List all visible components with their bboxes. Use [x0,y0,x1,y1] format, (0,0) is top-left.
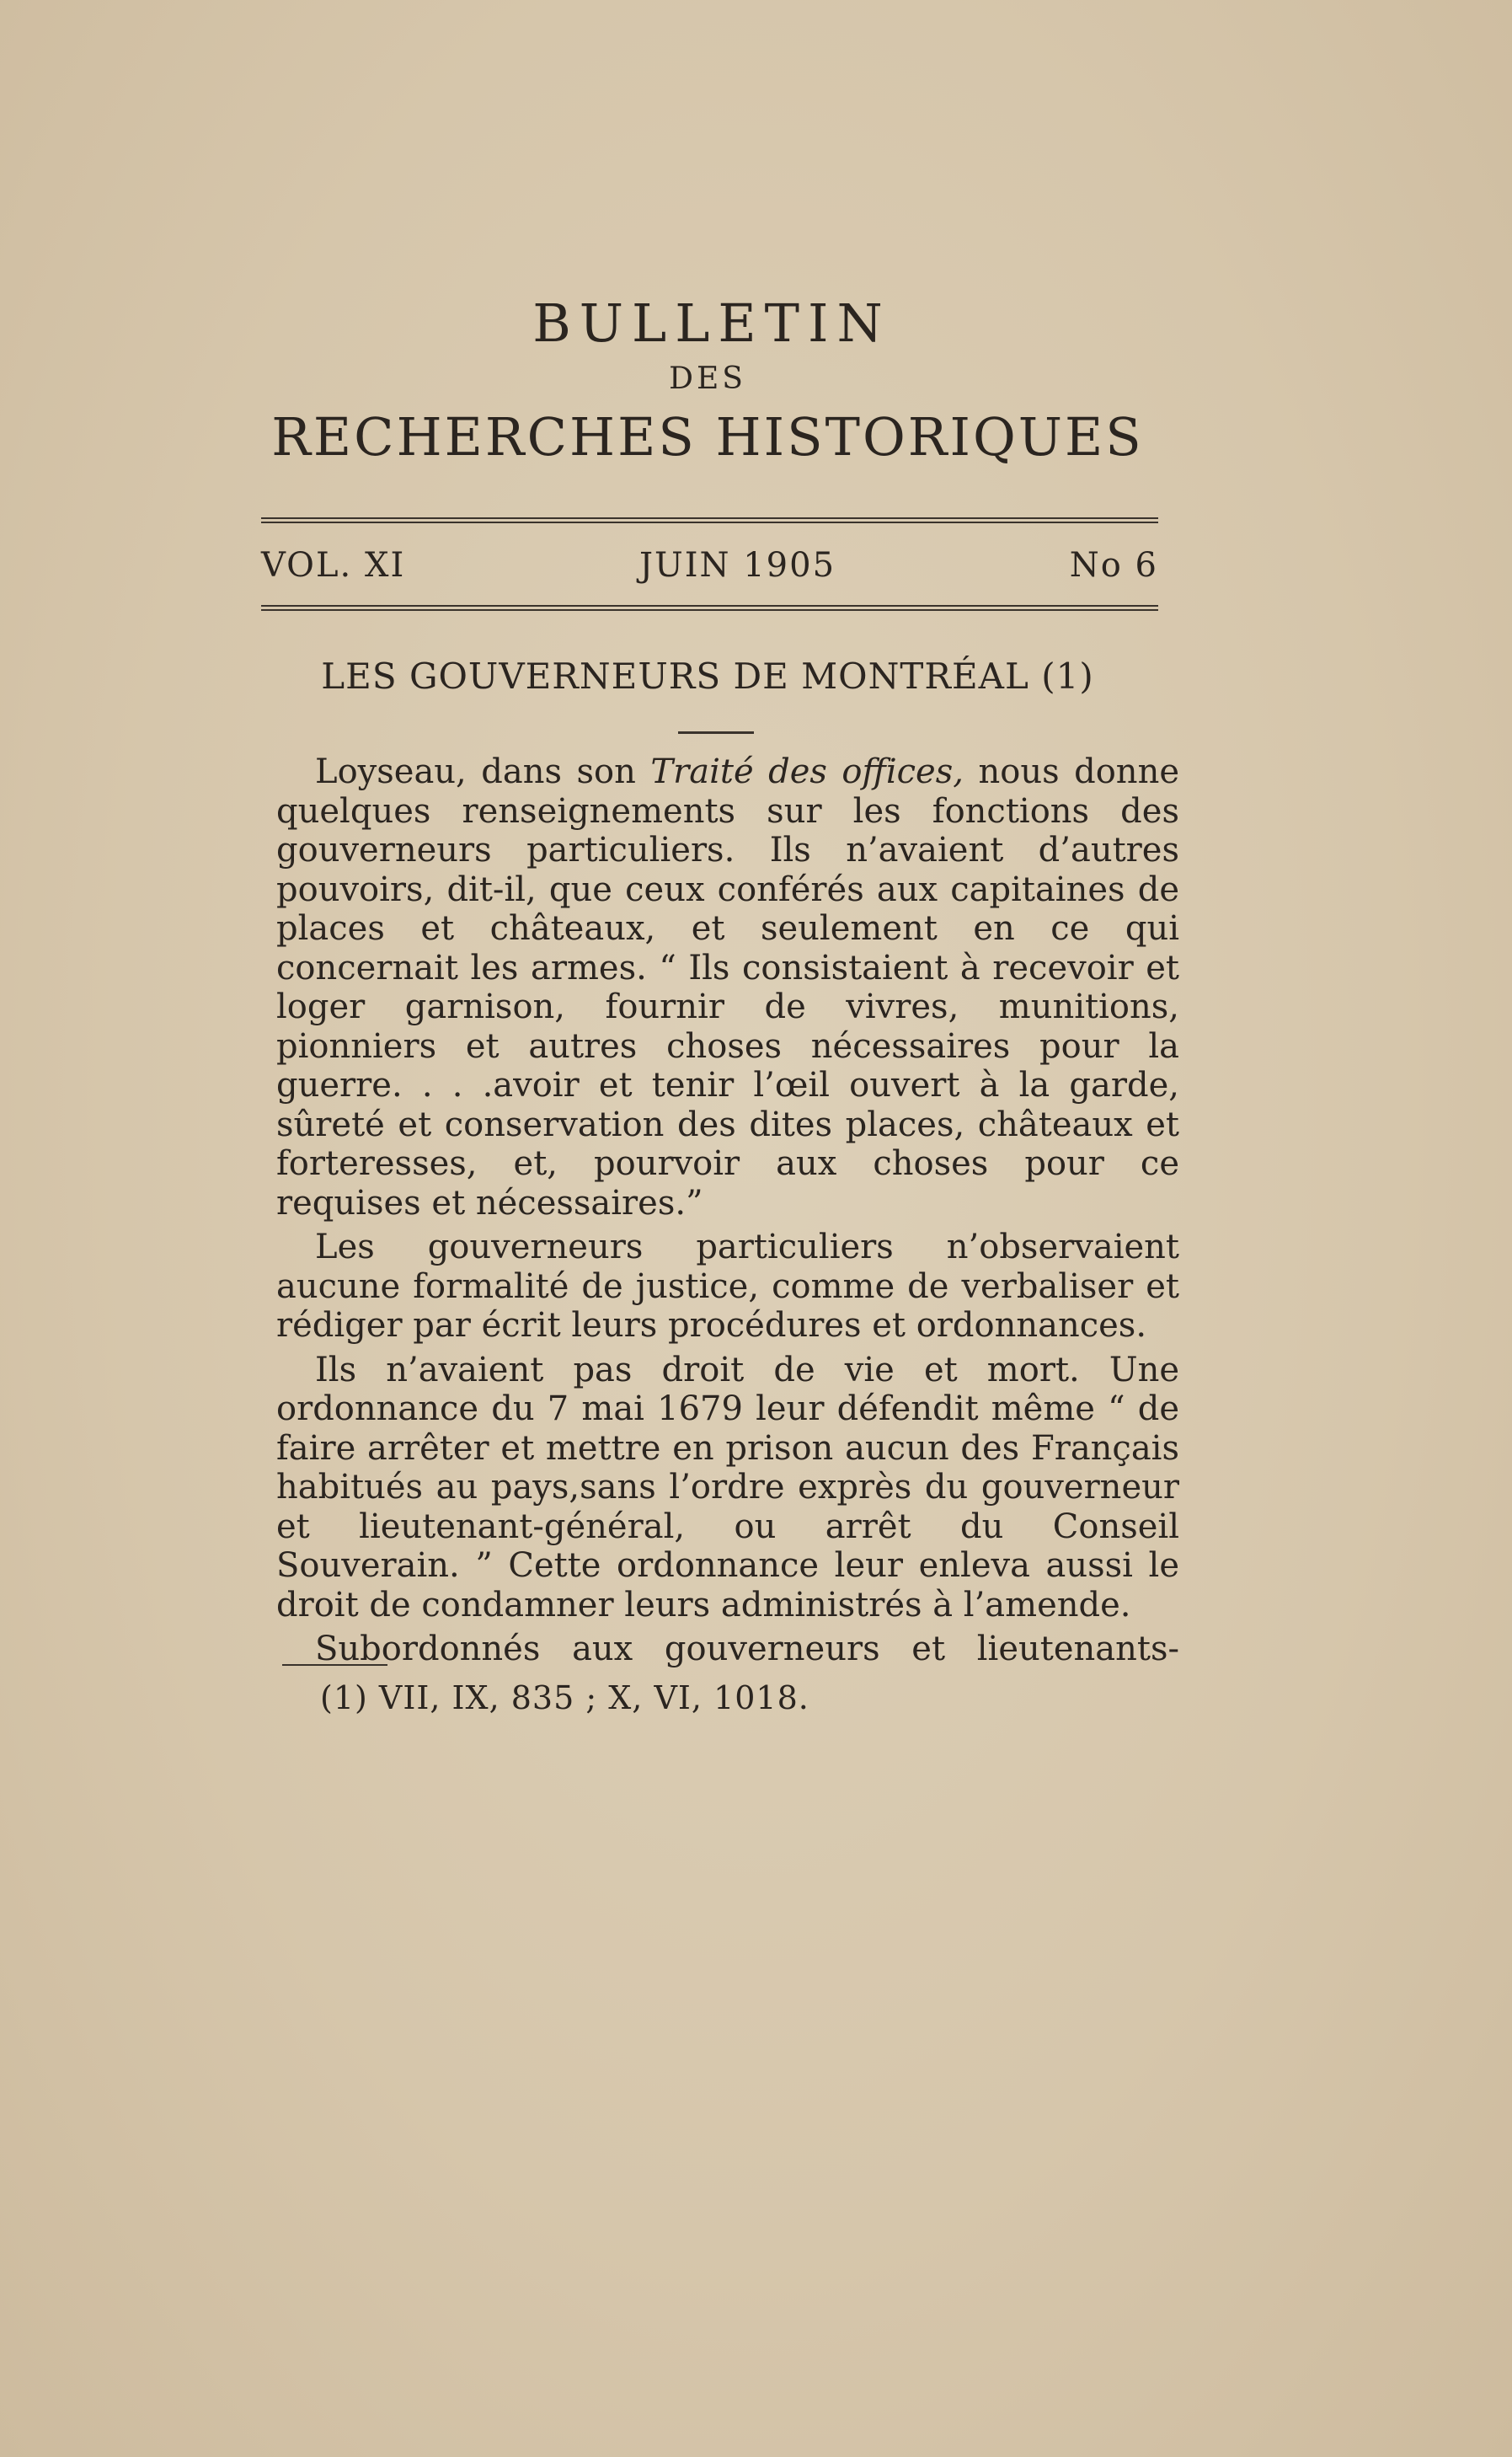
paragraph-3: Ils n’avaient pas droit de vie et mort. Une ordonnance du 7 mai 1679 leur défendit même “ de faire arrêter et mettre en prison aucun des Français habitués au pays,sans l’ordre exprès du gouverneur et lieutenant-général, ou arrêt du Conseil Souverain. ” Cette ordonnance leur enleva aussi le droit de condamner leurs administrés à l’amende. [276,1350,1179,1625]
article-body [276,752,1179,1674]
issue-date: JUIN 1905 [638,546,836,585]
title-rule [678,731,754,734]
paragraph-1-rest: nous donne quelques renseignements sur les fonctions des gouverneurs particuliers. Ils n’avaient d’autres pouvoirs, dit-il, que ceux conférés aux capitaines de places et châteaux, et seulement en ce qui concernait les armes. “ Ils consistaient à recevoir et loger garnison, fournir de vivres, munitions, pionniers et autres choses nécessaires pour la guerre. . . .avoir et tenir l’œil ouvert à la garde, sûreté et conservation des dites places, châteaux et forteresses, et, pourvoir aux choses pour ce requises et nécessaires.” [276,752,1180,1223]
volume-label: VOL. XI [261,546,406,585]
masthead-rule-top [261,517,1158,523]
footnote: (1) VII, IX, 835 ; X, VI, 1018. [320,1679,809,1716]
masthead-rule-bottom [261,605,1158,611]
article-title: LES GOUVERNEURS DE MONTRÉAL (1) [321,656,1094,697]
paragraph-1 [276,752,1179,1223]
bulletin-des: DES [669,361,746,397]
bulletin-title: BULLETIN [532,292,891,354]
footnote-rule [282,1664,387,1666]
issue-line [261,546,1158,585]
masthead [261,292,1154,468]
paragraph-1-start: Loyseau, dans son [315,752,651,791]
issue-number: No 6 [1069,546,1158,585]
bulletin-subtitle: RECHERCHES HISTORIQUES [271,406,1144,468]
paragraph-4: Subordonnés aux gouverneurs et lieutenants- [315,1630,1179,1668]
book-title-italic: Traité des offices, [650,752,964,791]
paragraph-2: Les gouverneurs particuliers n’observaient aucune formalité de justice, comme de verbaliser et rédiger par écrit leurs procédures et ordonnances. [276,1228,1179,1345]
